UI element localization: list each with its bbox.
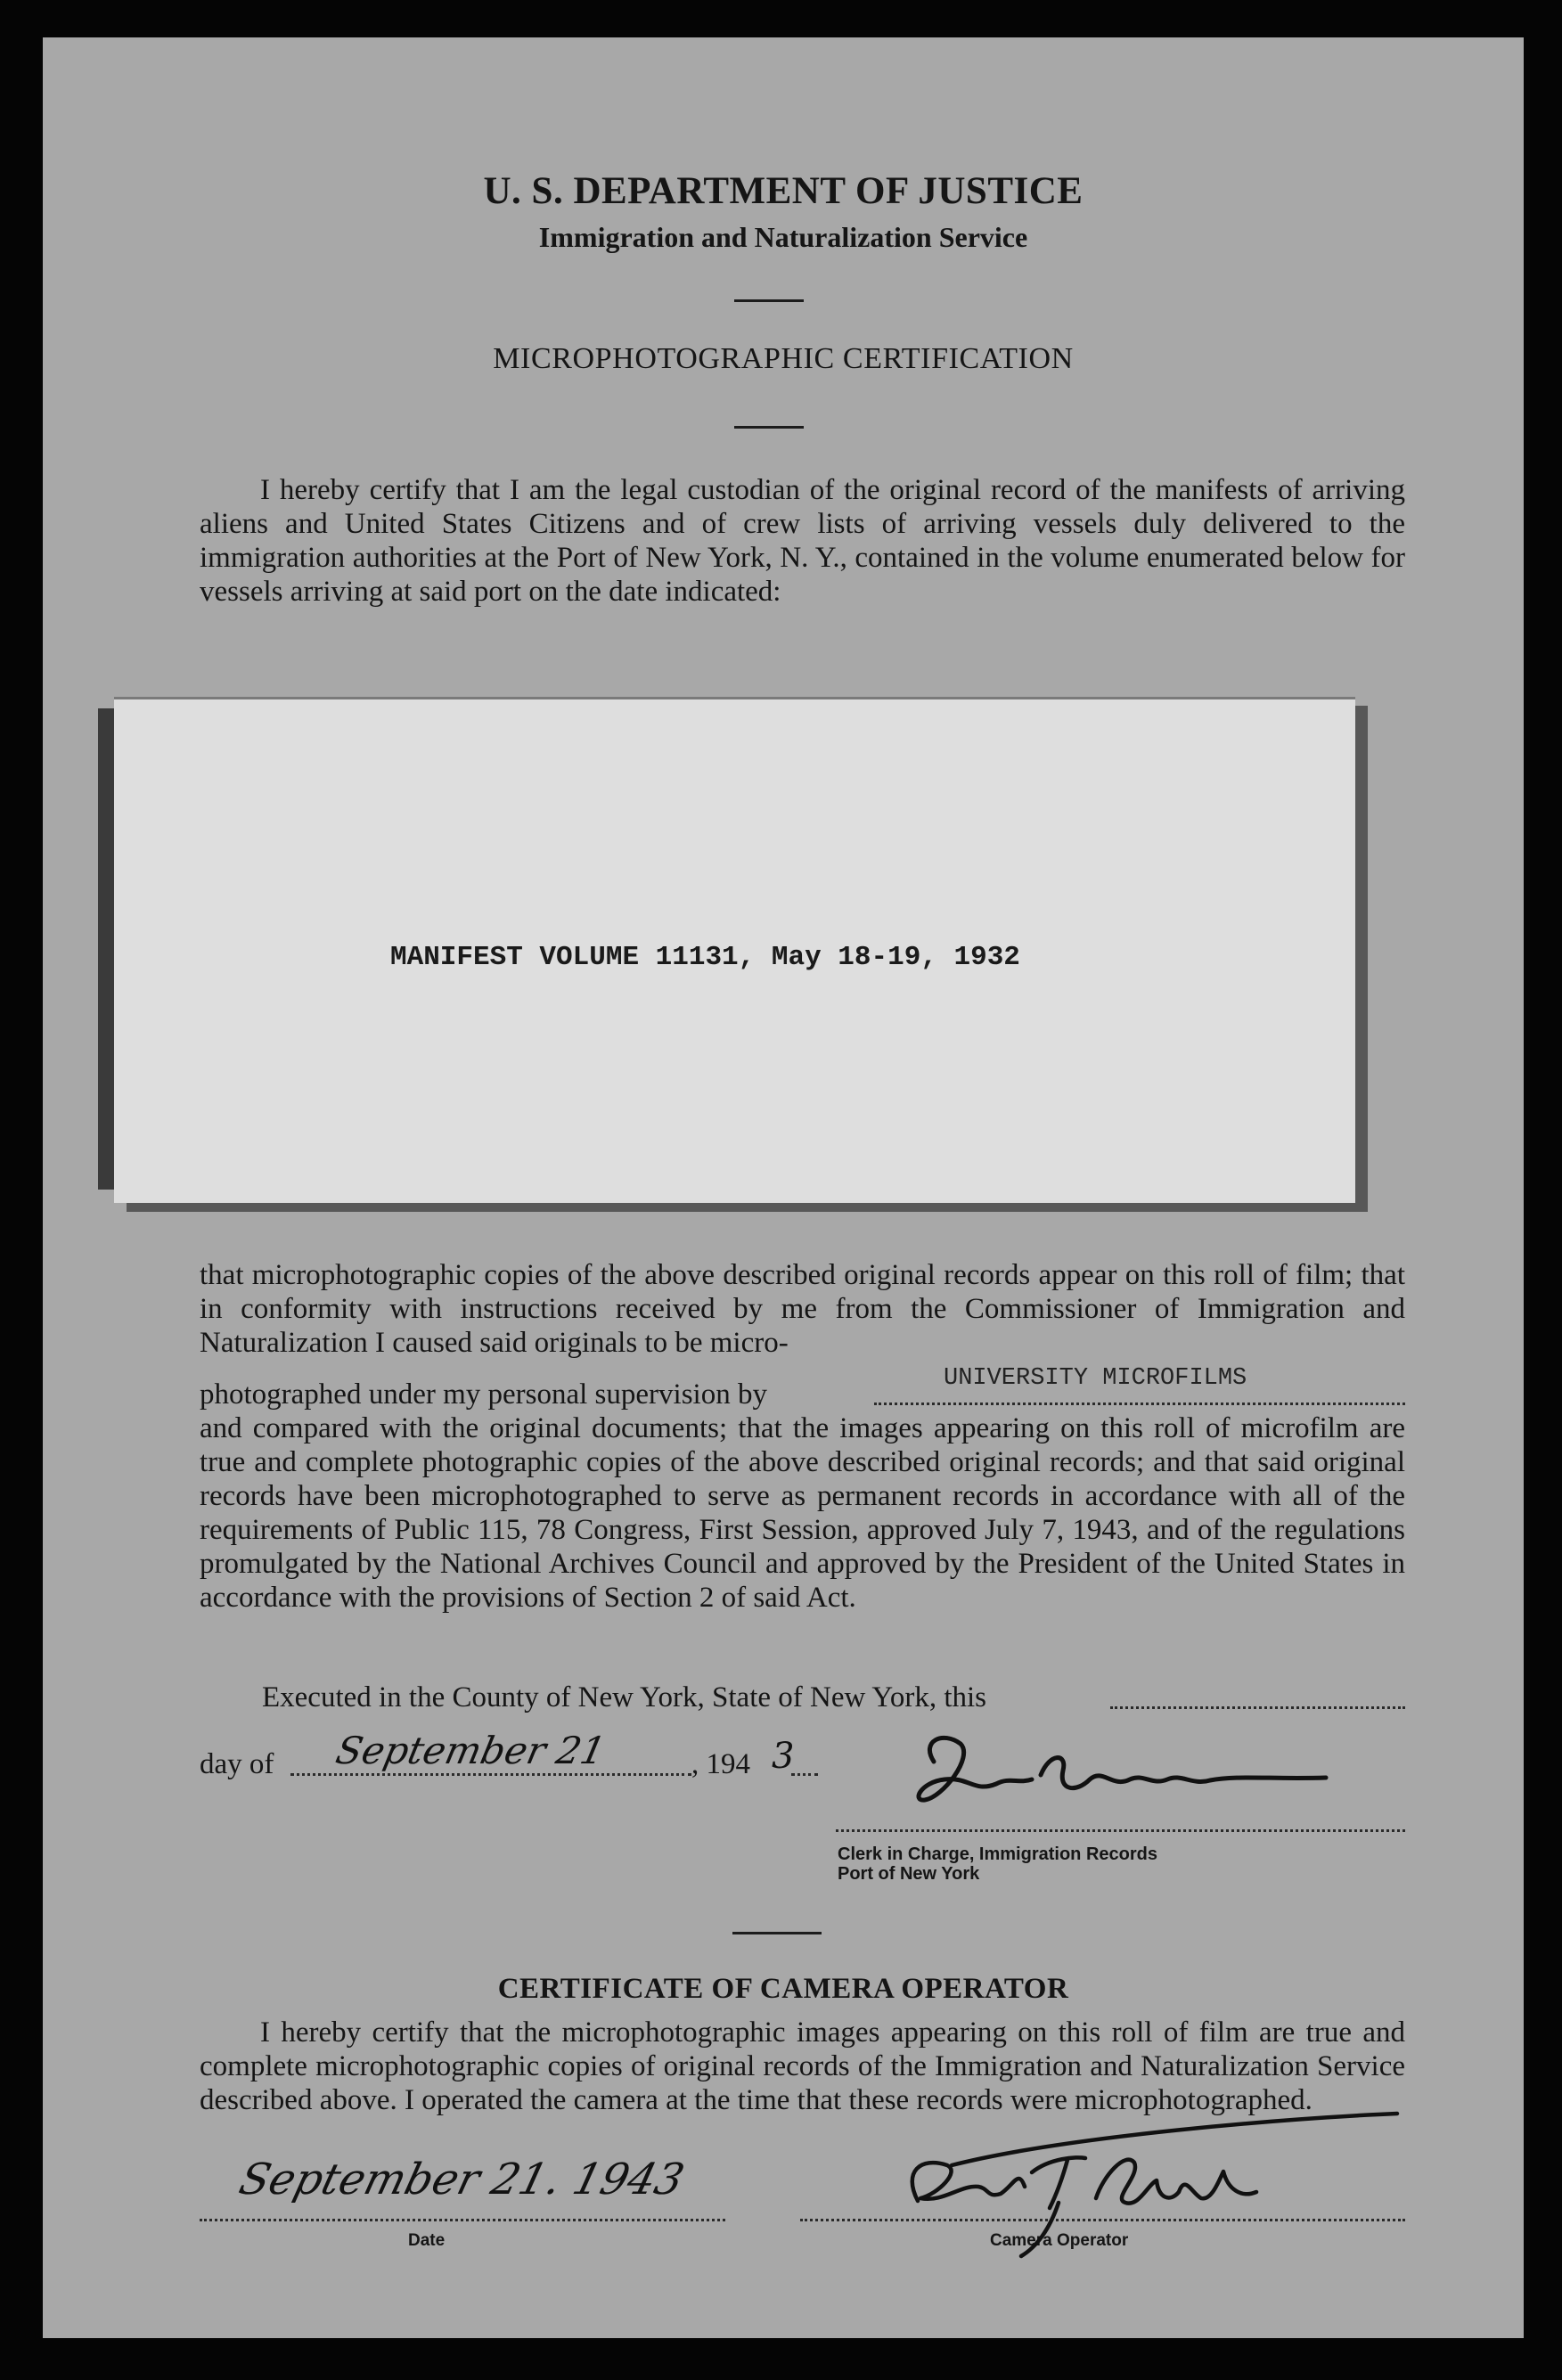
executed-statement: Executed in the County of New York, State of New York, this [262,1681,987,1713]
day-of-label: day of [200,1748,274,1780]
intro-paragraph: I hereby certify that I am the legal custodian of the original record of the manifests of arriving aliens and United States Citizens and of crew lists of arriving vessels duly delivered to the immigration authorities at the Port of New York, N. Y., contained in the volume enumerated below for vessels arriving at said port on the date indicated: [200,474,1405,608]
year-dotted-line [791,1773,818,1776]
certificate-page [43,37,1524,2338]
camera-operator-signature [912,2114,1397,2256]
clerk-title-line1: Clerk in Charge, Immigration Records [838,1844,1157,1864]
body-paragraph-part2: and compared with the original documents; that the images appearing on this roll of microfilm are true and complete photographic copies of the above described original records; and that said original records have been microphotographed to serve as permanent records in accordance with all of the requirements of Public 115, 78 Congress, First Session, approved July 7, 1943, and of the regulations promulgated by the National Archives Council and approved by the President of the United States in accordance with the provisions of Section 2 of said Act. [200,1412,1405,1614]
executed-dotted-line [1110,1706,1405,1709]
section-divider [732,1932,822,1934]
photographer-dotted-line [874,1403,1405,1405]
header-divider [734,299,804,302]
certification-title: MICROPHOTOGRAPHIC CERTIFICATION [493,342,1074,375]
body-paragraph-part1: that microphotographic copies of the above described original records appear on this roll of film; that in conformity with instructions received by me from the Commissioner of Immigration and Naturalization I caused said originals to be micro- [200,1259,1405,1359]
clerk-signature [919,1738,1326,1800]
year-prefix: , 194 [691,1748,750,1780]
clerk-signature-line [836,1829,1405,1832]
operator-dotted-line [800,2219,1405,2221]
title-divider [734,426,804,429]
handwritten-execution-date: September 21 [331,1729,609,1772]
department-title: U. S. DEPARTMENT OF JUSTICE [483,170,1084,212]
date-dotted-line [200,2219,725,2221]
film-company-name: UNIVERSITY MICROFILMS [944,1365,1247,1392]
photographed-by-label: photographed under my personal supervision by [200,1378,767,1411]
service-subtitle: Immigration and Naturalization Service [538,221,1028,253]
date-label: Date [408,2231,446,2250]
camera-operator-certificate-title: CERTIFICATE OF CAMERA OPERATOR [497,1973,1069,2005]
handwritten-camera-date: September 21. 1943 [234,2155,690,2204]
manifest-volume-text: MANIFEST VOLUME 11131, May 18-19, 1932 [390,942,1020,973]
clerk-title [838,1844,1157,1884]
camera-operator-label: Camera Operator [990,2231,1129,2250]
clerk-title-line2: Port of New York [838,1864,980,1884]
manifest-label-card [114,697,1355,1203]
day-dotted-line [290,1773,691,1776]
camera-operator-certificate-text: I hereby certify that the microphotographic images appearing on this roll of film are true and complete microphotographic copies of original records of the Immigration and Naturalization Service described above. I operated the camera at the time that these records were microphotographed. [200,2016,1405,2116]
year-digit-handwritten: 3 [772,1736,795,1777]
